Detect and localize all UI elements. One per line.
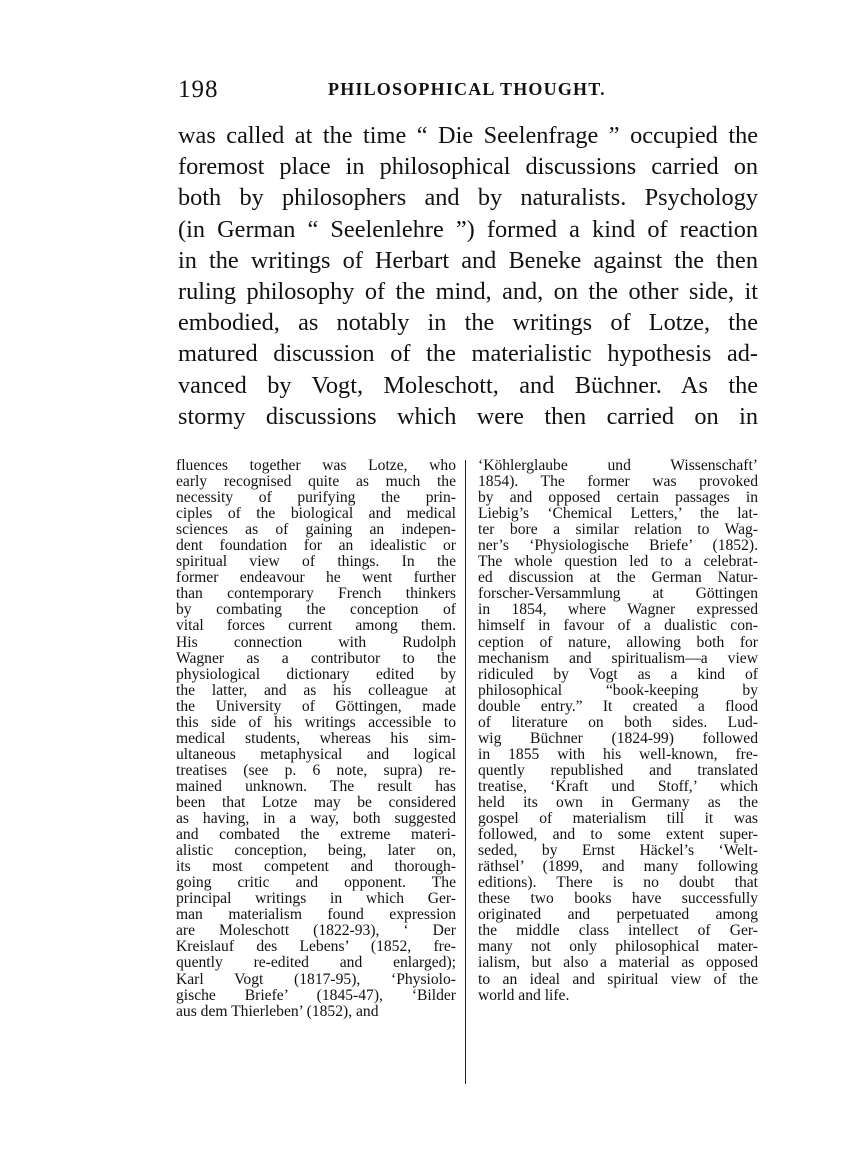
footnote-line: philosophical “book-keeping by [478, 681, 758, 699]
footnote-line: followed, and to some extent super- [478, 826, 758, 844]
footnote-line: gische Briefe’ (1845-47), ‘Bilder [176, 986, 456, 1004]
footnote-line: than contemporary French thinkers [176, 585, 456, 603]
footnote-line: sciences as of gaining an indepen- [176, 521, 456, 539]
running-title: PHILOSOPHICAL THOUGHT. [328, 79, 606, 99]
main-paragraph [178, 120, 758, 432]
body-line: matured discussion of the materialistic hypothesis ad- [178, 340, 758, 368]
body-line: embodied, as notably in the writings of Lotze, the [178, 309, 758, 337]
footnote-line: editions). There is no doubt that [478, 874, 758, 892]
footnote-line: wig Büchner (1824-99) followed [478, 729, 758, 747]
footnote-line: 1854). The former was provoked [478, 473, 758, 491]
footnote-line: spiritual view of things. In the [176, 553, 456, 571]
footnote-line: originated and perpetuated among [478, 906, 758, 924]
footnote-line: räthsel’ (1899, and many following [478, 858, 758, 876]
footnote-line: these two books have successfully [478, 890, 758, 908]
page-number: 198 [178, 76, 219, 103]
footnote-line: Karl Vogt (1817-95), ‘Physiolo- [176, 970, 456, 988]
footnote-line: ultaneous metaphysical and logical [176, 745, 456, 763]
footnote-line: ialism, but also a material as opposed [478, 954, 758, 972]
footnote-line: many not only philosophical mater- [478, 938, 758, 956]
footnote-line: seded, by Ernst Häckel’s ‘Welt- [478, 842, 758, 860]
footnote-line: The whole question led to a celebrat- [478, 553, 758, 571]
footnote-line: in 1855 with his well-known, fre- [478, 745, 758, 763]
footnote-line: are Moleschott (1822-93), ‘ Der [176, 922, 456, 940]
footnote-line: held its own in Germany as the [478, 793, 758, 811]
footnote-line: by combating the conception of [176, 601, 456, 619]
footnote-line: medical students, whereas his sim- [176, 729, 456, 747]
footnote-line: vital forces current among them. [176, 617, 456, 635]
footnote-line: dent foundation for an idealistic or [176, 537, 456, 555]
footnote-left-column [176, 458, 456, 1020]
footnote-line: mained unknown. The result has [176, 777, 456, 795]
footnote-line: to an ideal and spiritual view of the [478, 970, 758, 988]
body-line: stormy discussions which were then carried on in [178, 402, 758, 430]
body-line: (in German “ Seelenlehre ”) formed a kind of reaction [178, 215, 758, 243]
body-line: foremost place in philosophical discussions carried on [178, 153, 758, 181]
footnote-line: quently re-edited and enlarged); [176, 954, 456, 972]
footnote-line: Kreislauf des Lebens’ (1852, fre- [176, 938, 456, 956]
footnote-line: forscher-Versammlung at Göttingen [478, 585, 758, 603]
footnote-line: this side of his writings accessible to [176, 713, 456, 731]
footnote-line: ter bore a similar relation to Wag- [478, 521, 758, 539]
footnote-line: aus dem Thierleben’ (1852), and [176, 1002, 379, 1020]
footnote-right-column [478, 458, 758, 1004]
footnote-line: the University of Göttingen, made [176, 697, 456, 715]
footnote-line: ed discussion at the German Natur- [478, 569, 758, 587]
footnote-line: principal writings in which Ger- [176, 890, 456, 908]
footnote-line: of literature on both sides. Lud- [478, 713, 758, 731]
footnote-line: ridiculed by Vogt as a kind of [478, 665, 758, 683]
footnote-line: treatise, ‘Kraft und Stoff,’ which [478, 777, 758, 795]
body-line: both by philosophers and by naturalists. Psychology [178, 184, 758, 212]
footnote-line: ner’s ‘Physiologische Briefe’ (1852). [478, 537, 758, 555]
footnote-line: mechanism and spiritualism—a view [478, 649, 758, 667]
body-line: was called at the time “ Die Seelenfrage ” occupied the [178, 122, 758, 149]
footnote-line: necessity of purifying the prin- [176, 489, 456, 507]
footnote-line: world and life. [478, 986, 570, 1004]
body-line: ruling philosophy of the mind, and, on the other side, it [178, 278, 758, 306]
footnote-line: gospel of materialism till it was [478, 810, 758, 828]
footnote-line: by and opposed certain passages in [478, 489, 758, 507]
footnote-line: ception of nature, allowing both for [478, 633, 758, 651]
footnote-line: ciples of the biological and medical [176, 505, 456, 523]
body-line: vanced by Vogt, Moleschott, and Büchner. As the [178, 371, 758, 399]
footnote-line: himself in favour of a dualistic con- [478, 617, 758, 635]
footnote-line: fluences together was Lotze, who [176, 457, 456, 474]
footnote-line: in 1854, where Wagner expressed [478, 601, 758, 619]
footnote-line: quently republished and translated [478, 761, 758, 779]
page-header [178, 76, 758, 106]
footnote-line: His connection with Rudolph [176, 633, 456, 651]
footnote-line: been that Lotze may be considered [176, 793, 456, 811]
footnote-line: early recognised quite as much the [176, 473, 456, 491]
footnote-line: as having, in a way, both suggested [176, 810, 456, 828]
footnote-line: ‘Köhlerglaube und Wissenschaft’ [478, 457, 758, 474]
footnote-line: the middle class intellect of Ger- [478, 922, 758, 940]
footnote-line: its most competent and thorough- [176, 858, 456, 876]
footnote-line: Liebig’s ‘Chemical Letters,’ the lat- [478, 505, 758, 523]
footnote-line: former endeavour he went further [176, 569, 456, 587]
footnote-line: going critic and opponent. The [176, 874, 456, 892]
footnote-line: physiological dictionary edited by [176, 665, 456, 683]
footnote-block [172, 458, 762, 1098]
footnote-line: treatises (see p. 6 note, supra) re- [176, 761, 456, 779]
footnote-line: double entry.” It created a flood [478, 697, 758, 715]
footnote-line: alistic conception, being, later on, [176, 842, 456, 860]
footnote-line: and combated the extreme materi- [176, 826, 456, 844]
footnote-line: the latter, and as his colleague at [176, 681, 456, 699]
footnote-line: man materialism found expression [176, 906, 456, 924]
column-divider [465, 460, 466, 1084]
body-line: in the writings of Herbart and Beneke against the then [178, 246, 758, 274]
footnote-line: Wagner as a contributor to the [176, 649, 456, 667]
